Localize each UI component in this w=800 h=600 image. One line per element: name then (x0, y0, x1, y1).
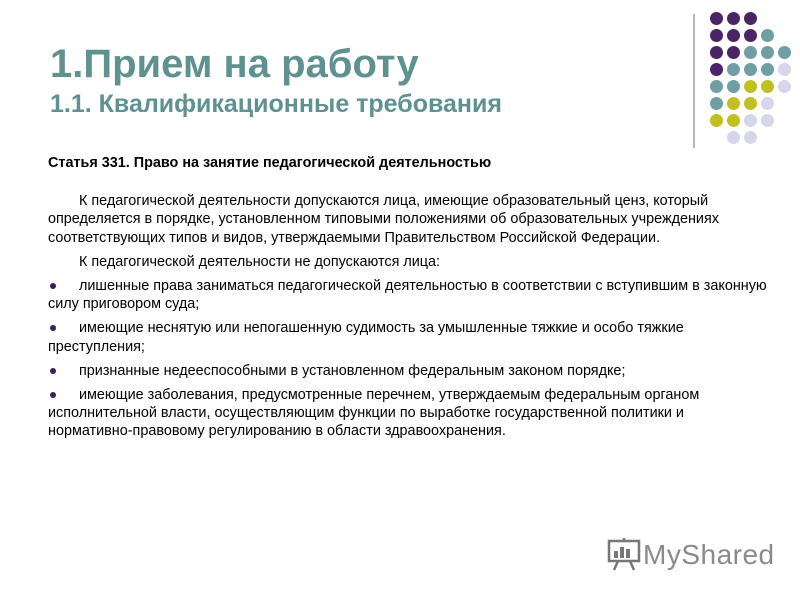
decor-dot (744, 80, 757, 93)
decor-dot (727, 131, 740, 144)
decor-dot (744, 63, 757, 76)
bullet-dot-icon (50, 325, 56, 331)
decor-dot (727, 29, 740, 42)
decor-dot (727, 46, 740, 59)
bullet-text: признанные недееспособными в установленном федеральным законом порядке; (79, 362, 626, 379)
bullet-dot-icon (50, 283, 56, 289)
paragraph-admission: К педагогической деятельности допускаются лица, имеющие образовательный ценз, который определяется в порядке, установленном типовыми положениями об образовательных учреждениях соответствующих типов и видов, утверждаемыми Правительством Российской Федерации. (48, 193, 719, 246)
decor-dot (710, 29, 723, 42)
decor-dot (761, 114, 774, 127)
myshared-watermark (607, 538, 775, 572)
decor-dot (710, 46, 723, 59)
decor-dot (761, 80, 774, 93)
bullet-item (48, 362, 768, 380)
decor-dot (744, 114, 757, 127)
decor-dot (727, 63, 740, 76)
article-heading: Статья 331. Право на занятие педагогической деятельностью (48, 155, 492, 171)
decor-dot (778, 80, 791, 93)
decor-dot (727, 114, 740, 127)
decorative-divider-line (693, 14, 695, 148)
decorative-dot-grid (700, 12, 800, 132)
paragraph-restrictions: К педагогической деятельности не допускаются лица: (79, 253, 441, 270)
decor-dot (710, 12, 723, 25)
decor-dot (744, 97, 757, 110)
slide-subtitle: 1.1. Квалификационные требования (50, 90, 502, 118)
decor-dot (778, 63, 791, 76)
decor-dot (710, 97, 723, 110)
decor-dot (727, 12, 740, 25)
decor-dot (744, 46, 757, 59)
slide-title: 1.Прием на работу (50, 42, 419, 86)
decor-dot (744, 131, 757, 144)
decor-dot (761, 97, 774, 110)
decor-dot (710, 80, 723, 93)
bullet-text: имеющие заболевания, предусмотренные перечнем, утверждаемым федеральным органом исполнительной власти, осуществляющим функции по выработке государственной политики и нормативно-правовому регулированию в области здравоохранения. (48, 387, 700, 440)
decor-dot (744, 29, 757, 42)
decor-dot (778, 46, 791, 59)
bullet-text: имеющие неснятую или непогашенную судимость за умышленные тяжкие и особо тяжкие преступления; (48, 320, 684, 355)
decor-dot (710, 63, 723, 76)
decor-dot (727, 80, 740, 93)
bullet-dot-icon (50, 368, 56, 374)
watermark-text: MyShared (643, 539, 775, 570)
decor-dot (761, 29, 774, 42)
bullet-item (48, 277, 768, 313)
bullet-dot-icon (50, 392, 56, 398)
presentation-board-icon (607, 538, 643, 572)
bullet-text: лишенные права заниматься педагогической деятельностью в соответствии с вступившим в законную силу приговором суда; (48, 278, 767, 313)
bullet-item (48, 386, 768, 441)
decor-dot (727, 97, 740, 110)
decor-dot (744, 12, 757, 25)
slide-body (48, 154, 768, 447)
decor-dot (710, 114, 723, 127)
decor-dot (761, 46, 774, 59)
bullet-item (48, 319, 768, 355)
decor-dot (761, 63, 774, 76)
